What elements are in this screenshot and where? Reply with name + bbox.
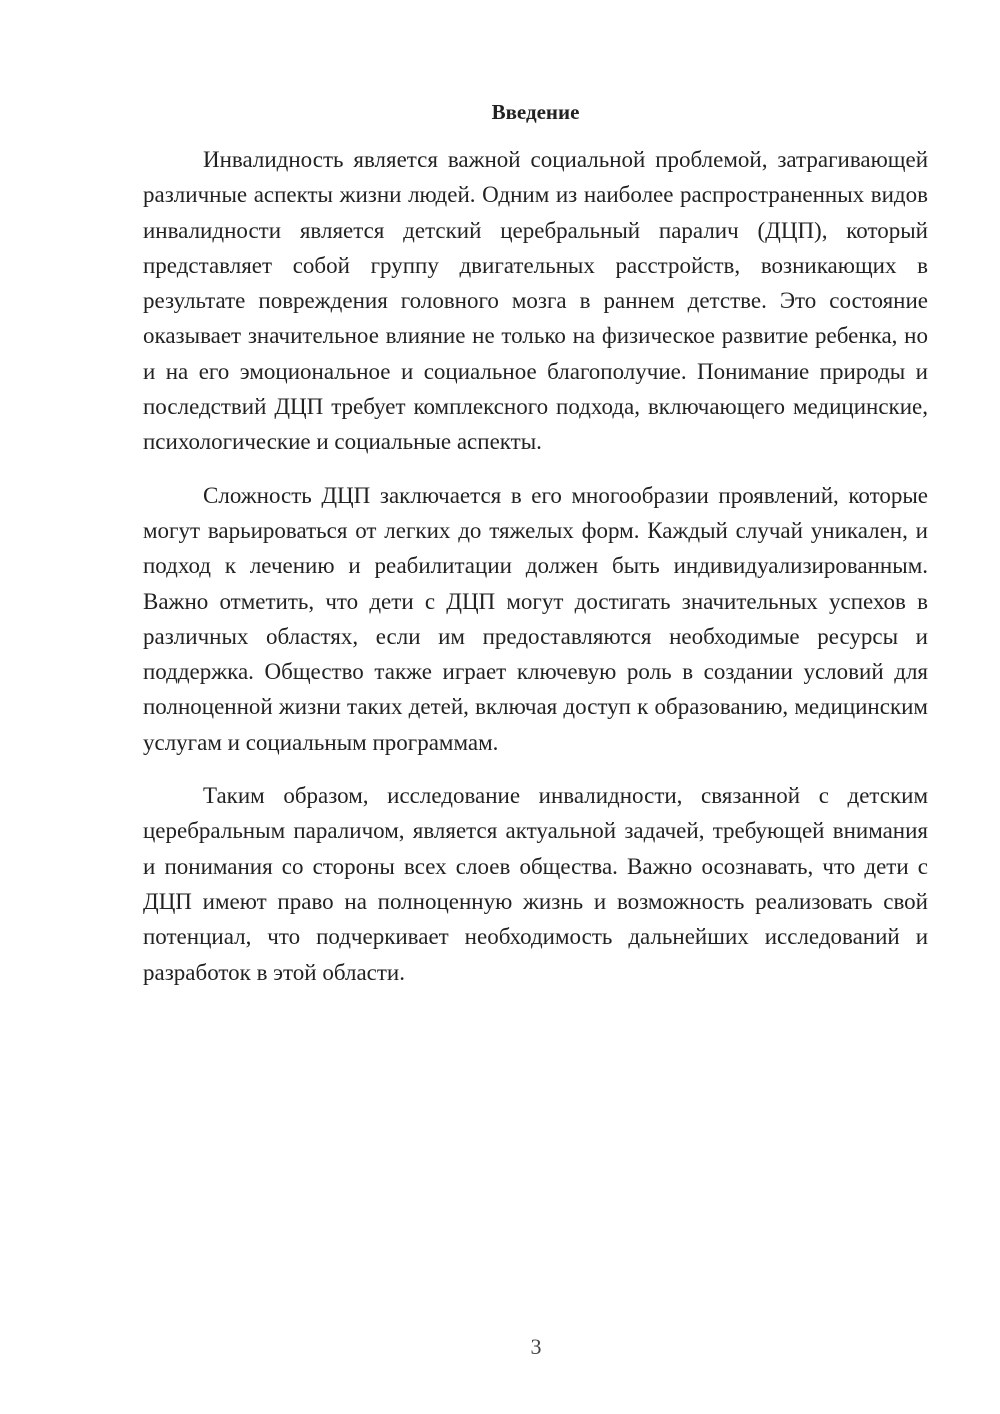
- section-title: Введение: [491, 100, 580, 124]
- paragraph-2: Сложность ДЦП заключается в его многообразии проявлений, которые могут варьироваться от легких до тяжелых форм. Каждый случай уникален, и подход к лечению и реабилитации должен быть индивидуализированным. Важно отметить, что дети с ДЦП могут достигать значительных успехов в различных областях, если им предоставляются необходимые ресурсы и поддержка. Общество также играет ключевую роль в создании условий для полноценной жизни таких детей, включая доступ к образованию, медицинским услугам и социальным программам.: [143, 482, 928, 755]
- paragraph-1: Инвалидность является важной социальной проблемой, затрагивающей различные аспекты жизни людей. Одним из наиболее распространенных видов инвалидности является детский церебральный паралич (ДЦП), который представляет собой группу двигательных расстройств, возникающих в результате повреждения головного мозга в раннем детстве. Это состояние оказывает значительное влияние не только на физическое развитие ребенка, но и на его эмоциональное и социальное благополучие. Понимание природы и последствий ДЦП требует комплексного подхода, включающего медицинские, психологические и социальные аспекты.: [143, 147, 928, 455]
- page-number: 3: [530, 1334, 542, 1359]
- body-text: [143, 142, 928, 1008]
- paragraph-3: Таким образом, исследование инвалидности, связанной с детским церебральным параличом, является актуальной задачей, требующей внимания и понимания со стороны всех слоев общества. Важно осознавать, что дети с ДЦП имеют право на полноценную жизнь и возможность реализовать свой потенциал, что подчеркивает необходимость дальнейших исследований и разработок в этой области.: [143, 783, 928, 985]
